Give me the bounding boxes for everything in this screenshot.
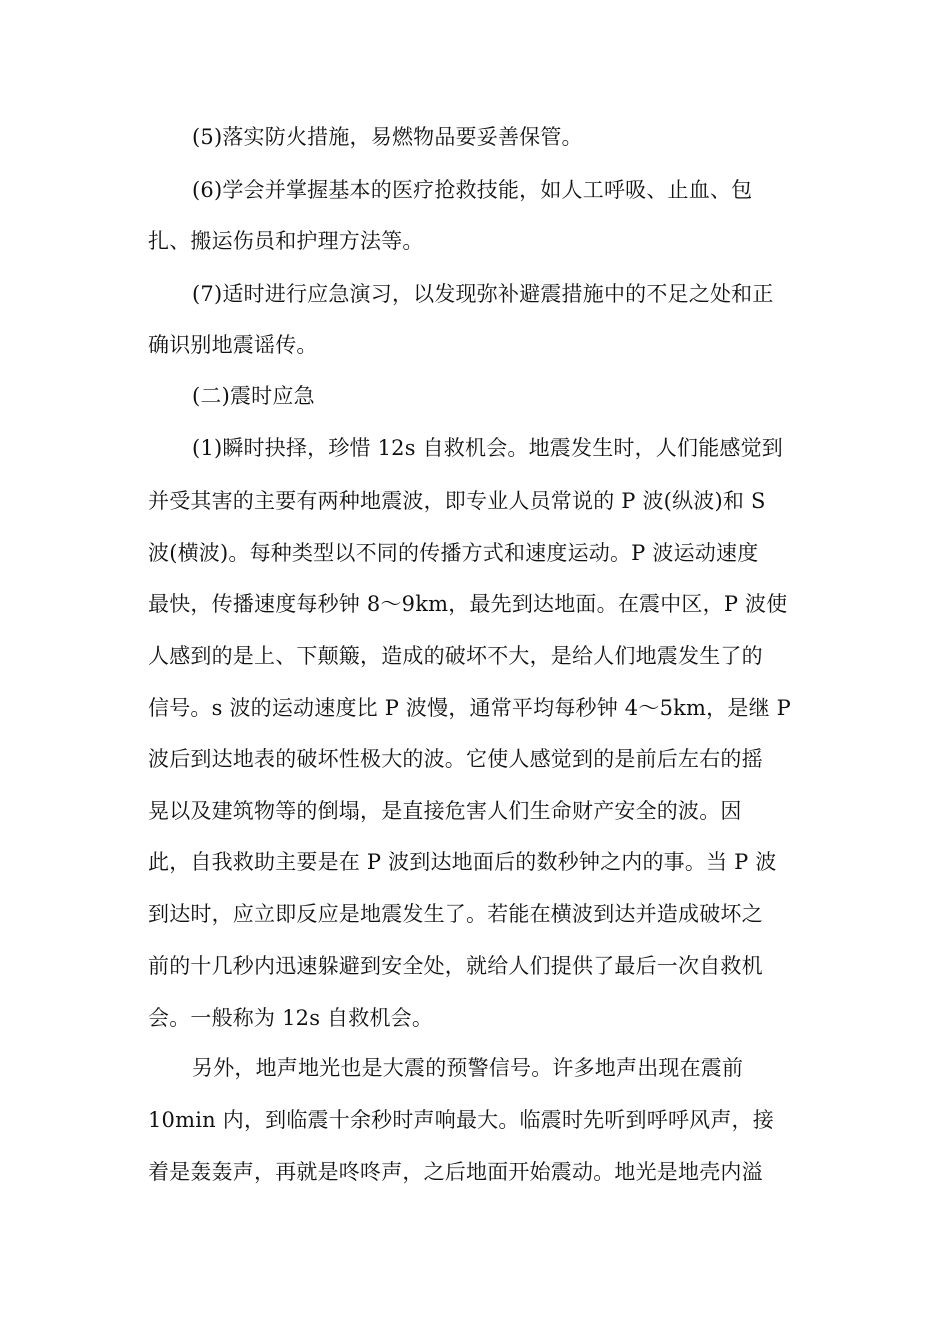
section-heading: (二)震时应急 [192, 384, 315, 408]
text-line: (1)瞬时抉择，珍惜 12s 自救机会。地震发生时，人们能感觉到 [192, 436, 783, 460]
text-line: 波后到达地表的破坏性极大的波。它使人感觉到的是前后左右的摇 [148, 747, 763, 771]
text-line: 前的十几秒内迅速躲避到安全处，就给人们提供了最后一次自救机 [148, 954, 763, 978]
text-line: 波(横波)。每种类型以不同的传播方式和速度运动。P 波运动速度 [148, 541, 759, 565]
text-line: 人感到的是上、下颠簸，造成的破坏不大，是给人们地震发生了的 [148, 644, 763, 668]
text-line: 着是轰轰声，再就是咚咚声，之后地面开始震动。地光是地壳内溢 [148, 1160, 763, 1184]
text-line: 此，自我救助主要是在 P 波到达地面后的数秒钟之内的事。当 P 波 [148, 850, 777, 874]
text-line: 扎、搬运伤员和护理方法等。 [148, 229, 424, 253]
text-line: 确识别地震谣传。 [148, 333, 318, 357]
text-line: 10min 内，到临震十余秒时声响最大。临震时先听到呼呼风声，接 [148, 1108, 774, 1132]
text-line: 信号。s 波的运动速度比 P 波慢，通常平均每秒钟 4～5km，是继 P [148, 696, 791, 720]
text-line: 晃以及建筑物等的倒塌，是直接危害人们生命财产安全的波。因 [148, 799, 742, 823]
text-line: 并受其害的主要有两种地震波，即专业人员常说的 P 波(纵波)和 S [148, 489, 766, 513]
text-line: 另外，地声地光也是大震的预警信号。许多地声出现在震前 [192, 1056, 744, 1080]
text-line: (5)落实防火措施，易燃物品要妥善保管。 [192, 125, 583, 149]
text-line: 会。一般称为 12s 自救机会。 [148, 1006, 434, 1030]
text-line: 最快，传播速度每秒钟 8～9km，最先到达地面。在震中区，P 波使 [148, 592, 788, 616]
text-line: 到达时，应立即反应是地震发生了。若能在横波到达并造成破坏之 [148, 902, 763, 926]
text-line: (7)适时进行应急演习，以发现弥补避震措施中的不足之处和正 [192, 282, 774, 306]
text-line: (6)学会并掌握基本的医疗抢救技能，如人工呼吸、止血、包 [192, 178, 753, 202]
